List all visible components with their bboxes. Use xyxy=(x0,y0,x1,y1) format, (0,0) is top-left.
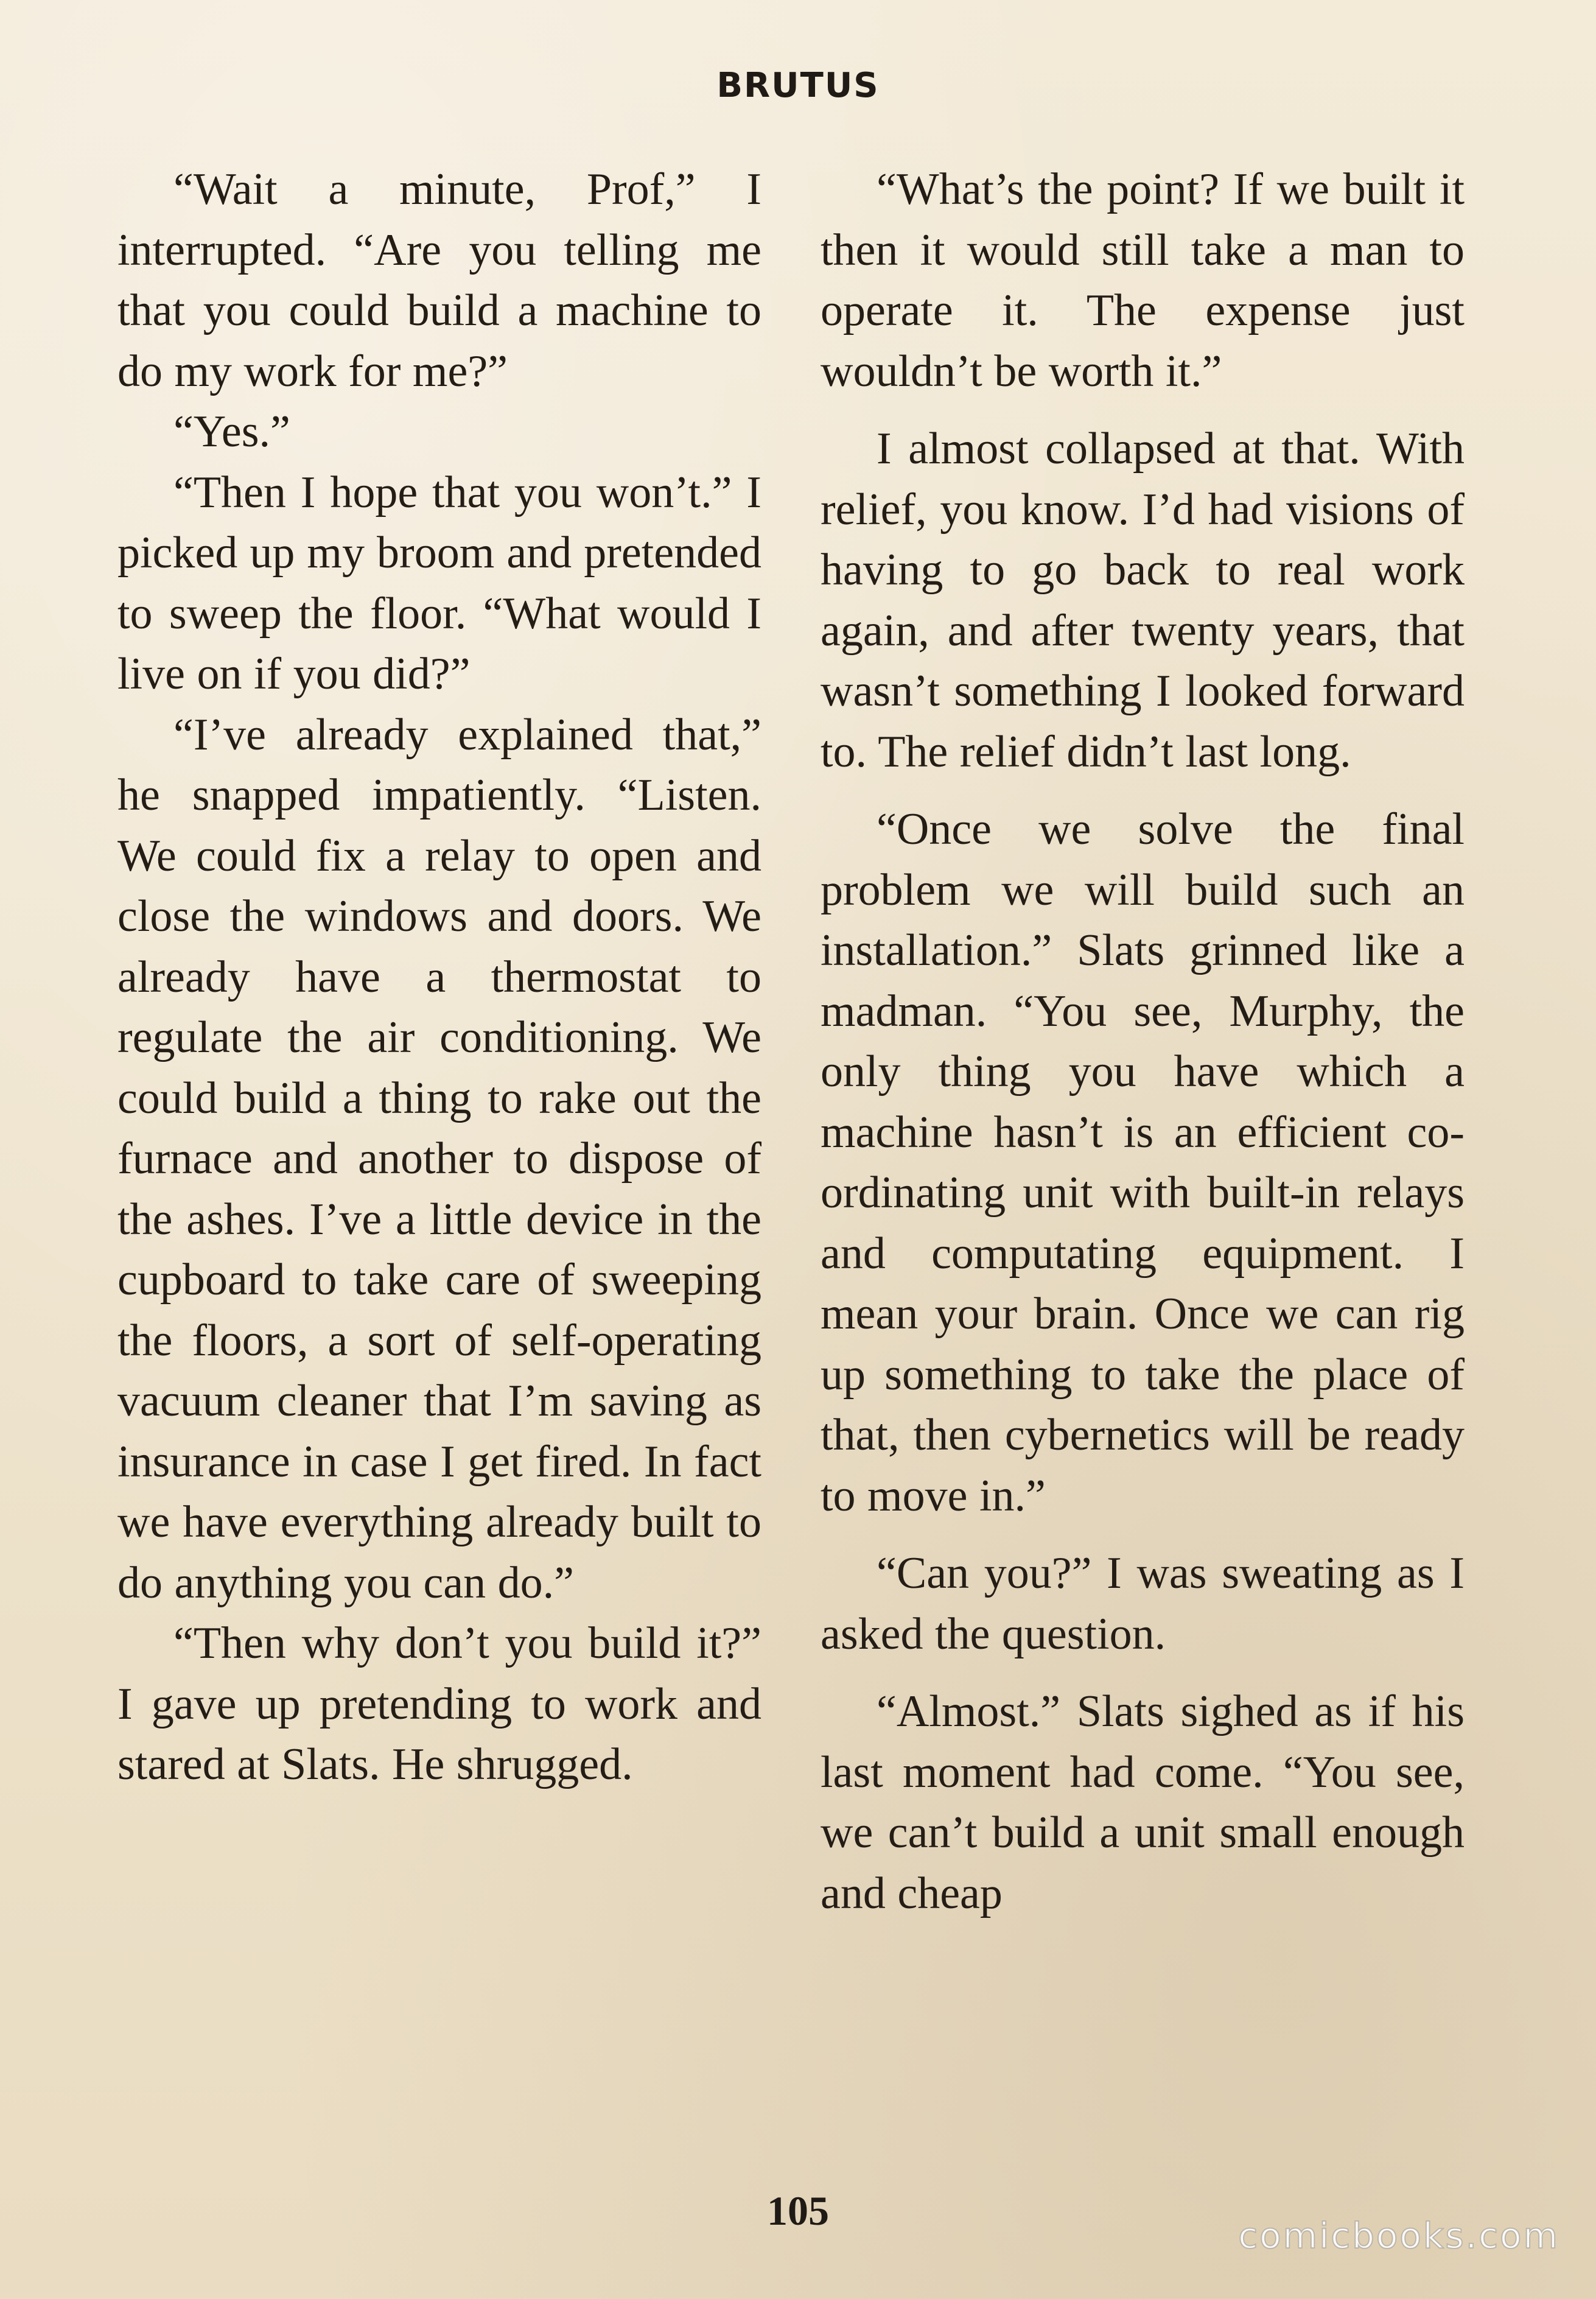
page-number: 105 xyxy=(767,2188,829,2234)
paragraph: I almost collapsed at that. With relief, you know. I’d had visions of having to go back to real work again, and after twenty years, that wasn’t something I looked forward to. The relief didn’t last long. xyxy=(821,424,1465,777)
paragraph: “Then I hope that you won’t.” I picked up my broom and pretended to sweep the floor. “What would I live on if you did?” xyxy=(117,467,761,699)
running-head: BRUTUS xyxy=(716,66,880,105)
paragraph: “What’s the point? If we built it then it would still take a man to operate it. The expense just wouldn’t be worth it.” xyxy=(821,164,1465,396)
paragraph: “Then why don’t you build it?” I gave up pretending to work and stared at Slats. He shrugged. xyxy=(117,1618,761,1789)
watermark: comicbooks.com xyxy=(1238,2215,1559,2256)
paragraph: “Yes.” xyxy=(173,407,290,457)
left-column xyxy=(117,160,761,1795)
right-column xyxy=(821,160,1465,1924)
paragraph: “Can you?” I was sweating as I asked the question. xyxy=(821,1548,1465,1659)
paragraph: “Almost.” Slats sighed as if his last moment had come. “You see, we can’t build a unit small enough and cheap xyxy=(821,1687,1465,1918)
paragraph: “Once we solve the final problem we will build such an installation.” Slats grinned like a madman. “You see, Murphy, the only thing you have which a machine hasn’t is an efficient co-ordinating unit with built-in relays and computating equipment. I mean your brain. Once we can rig up something to take the place of that, then cybernetics will be ready to move in.” xyxy=(821,804,1465,1521)
paragraph: “Wait a minute, Prof,” I interrupted. “Are you telling me that you could build a machine to do my work for me?” xyxy=(117,164,761,396)
paragraph: “I’ve already explained that,” he snapped impatiently. “Listen. We could fix a relay to open and close the windows and doors. We already have a thermostat to regulate the air conditioning. We could build a thing to rake out the furnace and another to dispose of the ashes. I’ve a little device in the cupboard to take care of sweeping the floors, a sort of self-operating vacuum cleaner that I’m saving as insurance in case I get fired. In fact we have everything already built to do anything you can do.” xyxy=(117,709,761,1608)
